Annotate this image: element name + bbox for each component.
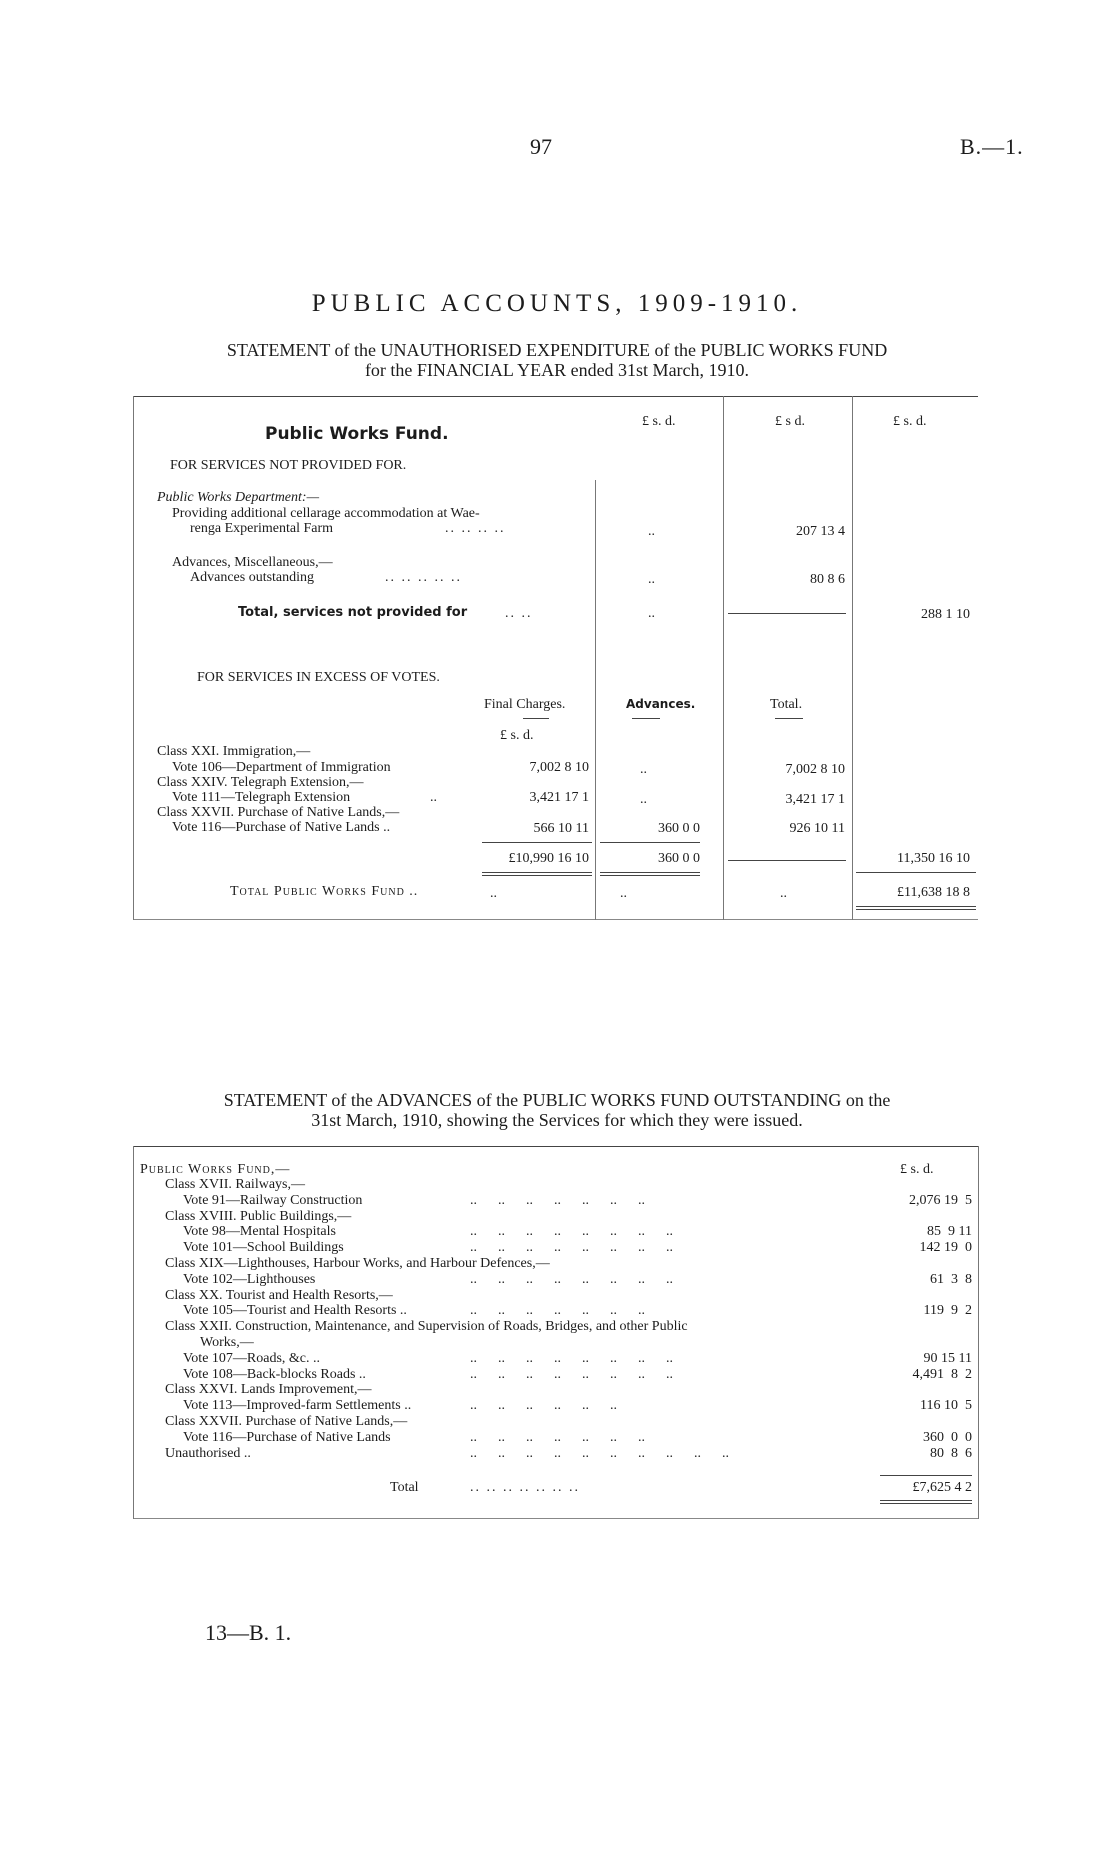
statement2-row-label: Vote 105—Tourist and Health Resorts ..	[183, 1303, 407, 1318]
item1-line1: Providing additional cellarage accommodation at Wae-	[172, 506, 480, 521]
statement2-row-amount: 360 0 0	[923, 1430, 972, 1445]
total1-label: Total, services not provided for	[238, 605, 468, 620]
vote116-label: Vote 116—Purchase of Native Lands ..	[172, 820, 391, 835]
statement2-row-label: Vote 107—Roads, &c. ..	[183, 1351, 321, 1366]
statement2-row-amount: 142 19 0	[919, 1240, 972, 1255]
item2-line1: Advances, Miscellaneous,—	[172, 555, 333, 570]
statement2-row-label: Class XXVII. Purchase of Native Lands,—	[165, 1414, 408, 1429]
vote116-final: 566 10 11	[533, 821, 589, 836]
item2-col1: ..	[648, 572, 655, 587]
sum-adv: 360 0 0	[658, 851, 700, 866]
item2-amount: 80 8 6	[810, 572, 845, 587]
department-label: Public Works Department:—	[157, 490, 320, 505]
statement2-heading-line1: STATEMENT of the ADVANCES of the PUBLIC WORKS FUND OUTSTANDING on the	[223, 1090, 891, 1110]
vote106-label: Vote 106—Department of Immigration	[172, 760, 391, 775]
statement2-row-label: Vote 101—School Buildings	[183, 1240, 344, 1255]
total1-col1: ..	[648, 606, 655, 621]
statement2-row-label: Vote 91—Railway Construction	[183, 1193, 363, 1208]
statement2-row-label: Vote 102—Lighthouses	[183, 1272, 316, 1287]
statement2-row-dots: .. .. .. .. .. .. ..	[470, 1430, 645, 1445]
statement2-row-amount: 4,491 8 2	[912, 1367, 972, 1382]
statement2-total-label: Total	[390, 1480, 419, 1495]
item1-line2: renga Experimental Farm	[190, 521, 334, 536]
statement2-row-amount: 61 3 8	[930, 1272, 972, 1287]
vote106-final: 7,002 8 10	[529, 760, 589, 775]
section-excess-votes: FOR SERVICES IN EXCESS OF VOTES.	[197, 670, 440, 685]
total1-dots: .. ..	[505, 606, 533, 621]
vote106-adv: ..	[640, 762, 647, 777]
vote111-label: Vote 111—Telegraph Extension	[172, 790, 351, 805]
statement2-total-dots: .. .. .. .. .. .. ..	[470, 1480, 580, 1495]
vote111-final: 3,421 17 1	[529, 790, 589, 805]
grand-c2: ..	[620, 886, 627, 901]
grand-c3: ..	[780, 886, 787, 901]
statement2-row-amount: 90 15 11	[923, 1351, 972, 1366]
vote106-total: 7,002 8 10	[785, 762, 845, 777]
statement2-row-dots: .. .. .. .. .. .. .. ..	[470, 1240, 673, 1255]
total1-amount: 288 1 10	[921, 607, 970, 622]
statement1-heading-line1: STATEMENT of the UNAUTHORISED EXPENDITURE of the PUBLIC WORKS FUND	[226, 340, 888, 360]
item1-col1: ..	[648, 524, 655, 539]
statement2-row-label: Class XIX—Lighthouses, Harbour Works, and Harbour Defences,—	[165, 1256, 550, 1271]
statement2-row-amount: 119 9 2	[923, 1303, 972, 1318]
class27-label: Class XXVII. Purchase of Native Lands,—	[157, 805, 400, 820]
sum-final: £10,990 16 10	[508, 851, 589, 866]
item2-dots: .. .. .. .. ..	[385, 570, 462, 585]
statement2-row-amount: 2,076 19 5	[909, 1193, 972, 1208]
statement2-row-label: Vote 108—Back-blocks Roads ..	[183, 1367, 366, 1382]
statement2-row-label: Class XX. Tourist and Health Resorts,—	[165, 1288, 393, 1303]
grand-total-amount: £11,638 18 8	[897, 885, 970, 900]
statement2-row-amount: 85 9 11	[927, 1224, 972, 1239]
vote111-dots: ..	[430, 790, 437, 805]
final-units: £ s. d.	[500, 728, 534, 743]
class21-label: Class XXI. Immigration,—	[157, 744, 311, 759]
statement2-row-amount: 80 8 6	[930, 1446, 972, 1461]
statement2-fund-title: Public Works Fund,—	[140, 1162, 291, 1177]
sum-total: 11,350 16 10	[897, 851, 970, 866]
statement2-row-dots: .. .. .. .. .. .. .. ..	[470, 1224, 673, 1239]
statement2-row-label: Class XVII. Railways,—	[165, 1177, 305, 1192]
statement2-row-label: Vote 116—Purchase of Native Lands	[183, 1430, 391, 1445]
col-advances: Advances.	[626, 697, 696, 711]
statement2-row-amount: 116 10 5	[920, 1398, 972, 1413]
currency-col2: £ s d.	[775, 414, 805, 429]
footer-page-ref: 13—B. 1.	[205, 1620, 292, 1645]
statement2-row-dots: .. .. .. .. .. .. ..	[470, 1193, 645, 1208]
statement2-row-label: Class XXVI. Lands Improvement,—	[165, 1382, 372, 1397]
vote111-total: 3,421 17 1	[785, 792, 845, 807]
currency-col1: £ s. d.	[642, 414, 676, 429]
document-code: B.—1.	[960, 134, 1024, 159]
fund-title: Public Works Fund.	[265, 424, 449, 444]
statement2-row-label: Works,—	[200, 1335, 254, 1350]
statement2-row-dots: .. .. .. .. .. .. .. ..	[470, 1272, 673, 1287]
vote111-adv: ..	[640, 792, 647, 807]
currency-col3: £ s. d.	[893, 414, 927, 429]
vote116-adv: 360 0 0	[658, 821, 700, 836]
statement2-total-amount: £7,625 4 2	[912, 1480, 972, 1495]
statement2-row-label: Vote 113—Improved-farm Settlements ..	[183, 1398, 412, 1413]
col-final-charges: Final Charges.	[484, 697, 566, 712]
item1-amount: 207 13 4	[796, 524, 845, 539]
section-not-provided: FOR SERVICES NOT PROVIDED FOR.	[170, 458, 407, 473]
statement2-units: £ s. d.	[900, 1162, 934, 1177]
item1-dots: .. .. .. ..	[445, 521, 506, 536]
statement2-row-dots: .. .. .. .. .. ..	[470, 1398, 617, 1413]
statement2-row-dots: .. .. .. .. .. .. ..	[470, 1303, 645, 1318]
statement2-row-label: Vote 98—Mental Hospitals	[183, 1224, 336, 1239]
col-total: Total.	[770, 697, 803, 712]
class24-label: Class XXIV. Telegraph Extension,—	[157, 775, 364, 790]
page-title: PUBLIC ACCOUNTS, 1909-1910.	[311, 290, 803, 317]
grand-c1: ..	[490, 886, 497, 901]
statement2-row-dots: .. .. .. .. .. .. .. .. .. ..	[470, 1446, 729, 1461]
statement2-row-label: Class XXII. Construction, Maintenance, and Supervision of Roads, Bridges, and other Public	[165, 1319, 688, 1334]
statement2-row-label: Class XVIII. Public Buildings,—	[165, 1209, 352, 1224]
item2-line2: Advances outstanding	[190, 570, 315, 585]
statement2-heading-line2: 31st March, 1910, showing the Services for which they were issued.	[311, 1110, 803, 1130]
statement1-heading-line2: for the FINANCIAL YEAR ended 31st March, 1910.	[364, 360, 750, 380]
vote116-total: 926 10 11	[789, 821, 845, 836]
grand-total-label: Total Public Works Fund ..	[230, 884, 419, 899]
statement2-row-dots: .. .. .. .. .. .. .. ..	[470, 1351, 673, 1366]
page-number: 97	[530, 134, 552, 159]
statement2-row-label: Unauthorised ..	[165, 1446, 251, 1461]
statement2-row-dots: .. .. .. .. .. .. .. ..	[470, 1367, 673, 1382]
